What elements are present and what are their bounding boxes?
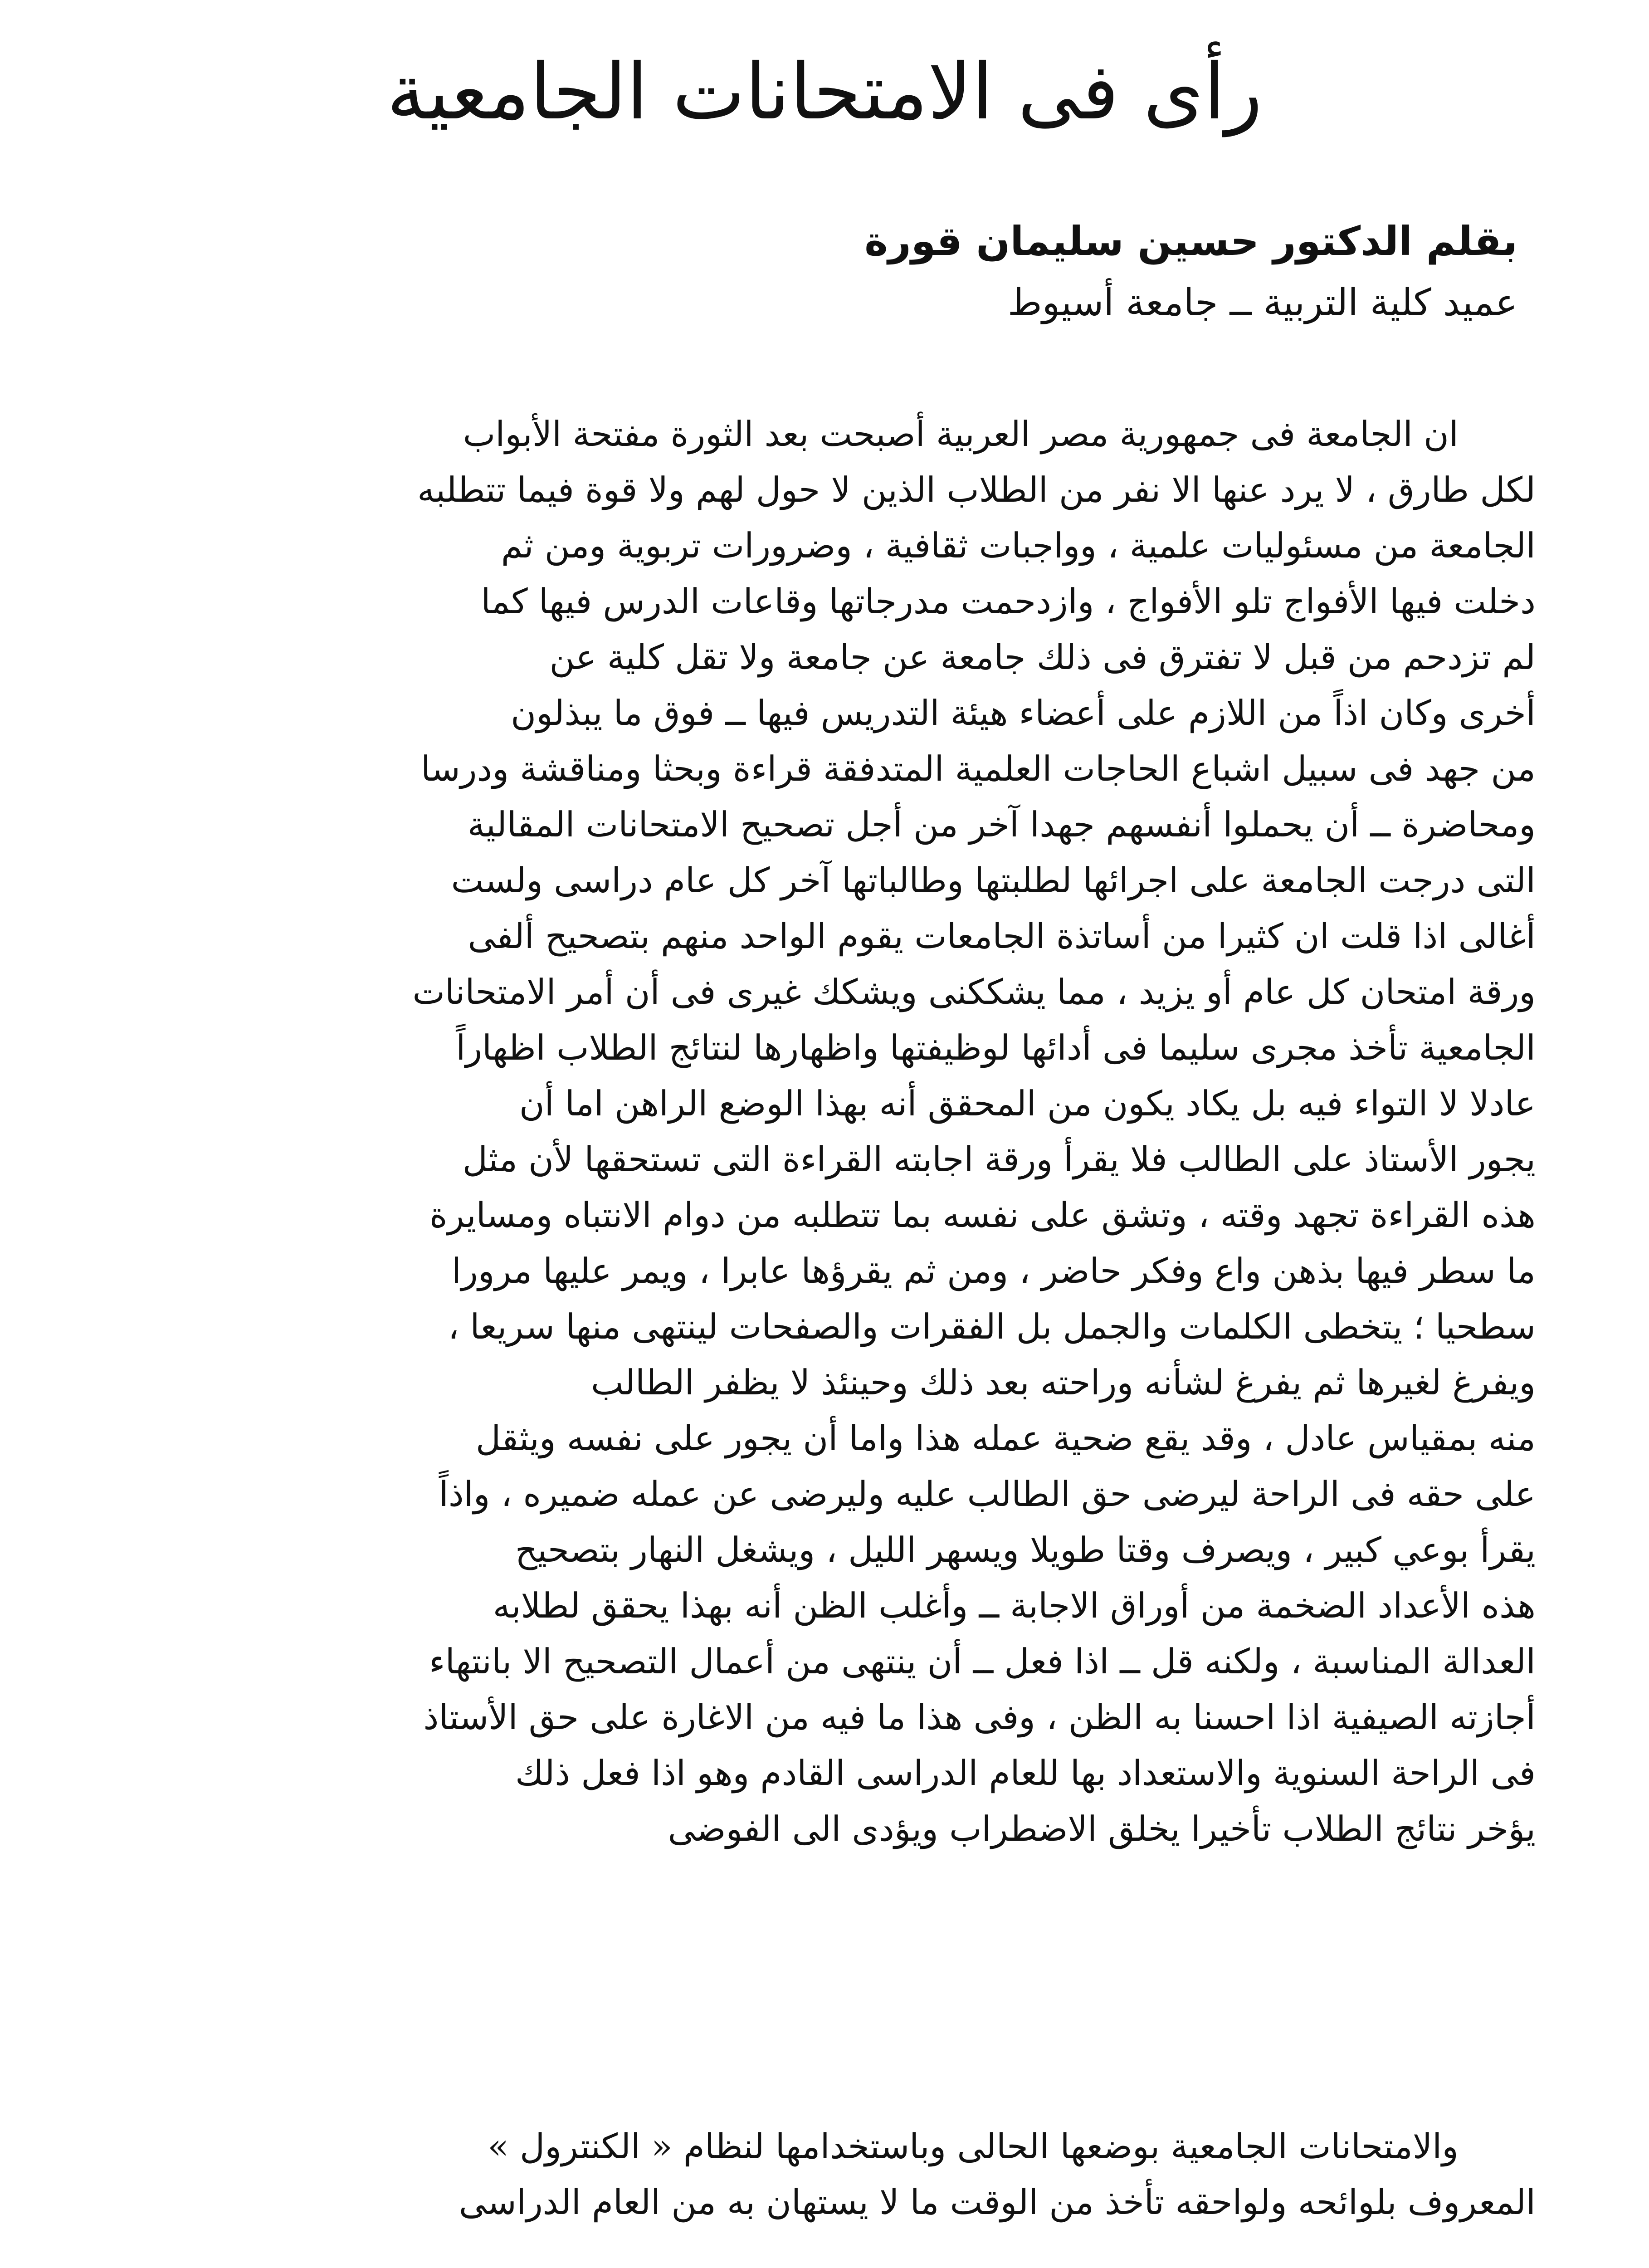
text-line: يؤخر نتائج الطلاب تأخيرا يخلق الاضطراب ويؤدى الى الفوضى — [668, 1809, 1536, 1849]
text-line: ومحاضرة ــ أن يحملوا أنفسهم جهدا آخر من أجل تصحيح الامتحانات المقالية — [467, 804, 1536, 845]
text-line: أجازته الصيفية اذا احسنا به الظن ، وفى هذا ما فيه من الاغارة على حق الأستاذ — [423, 1697, 1536, 1737]
text-line: لكل طارق ، لا يرد عنها الا نفر من الطلاب الذين لا حول لهم ولا قوة فيما تتطلبه — [417, 469, 1536, 510]
text-line: دخلت فيها الأفواج تلو الأفواج ، وازدحمت مدرجاتها وقاعات الدرس فيها كما — [481, 581, 1536, 621]
paragraph-1 — [113, 406, 1536, 1857]
text-line: يقرأ بوعي كبير ، ويصرف وقتا طويلا ويسهر الليل ، ويشغل النهار بتصحيح — [515, 1530, 1536, 1570]
author-byline: بقلم الدكتور حسين سليمان قورة — [864, 218, 1517, 264]
text-line: الجامعة من مسئوليات علمية ، وواجبات ثقافية ، وضرورات تربوية ومن ثم — [501, 525, 1536, 566]
text-line: على حقه فى الراحة ليرضى حق الطالب عليه وليرضى عن عمله ضميره ، واذاً — [439, 1474, 1536, 1514]
text-line: العدالة المناسبة ، ولكنه قل ــ اذا فعل ــ أن ينتهى من أعمال التصحيح الا بانتهاء — [429, 1641, 1536, 1681]
text-line: ما سطر فيها بذهن واع وفكر حاضر ، ومن ثم يقرؤها عابرا ، ويمر عليها مرورا — [451, 1251, 1536, 1291]
text-line: المعروف بلوائحه ولواحقه تأخذ من الوقت ما لا يستهان به من العام الدراسى — [459, 2182, 1536, 2222]
text-line: من جهد فى سبيل اشباع الحاجات العلمية المتدفقة قراءة وبحثا ومناقشة ودرسا — [420, 748, 1536, 789]
text-line: عادلا لا التواء فيه بل يكاد يكون من المحقق أنه بهذا الوضع الراهن اما أن — [519, 1083, 1536, 1124]
article-title: رأى فى الامتحانات الجامعية — [386, 47, 1263, 137]
text-line: هذه القراءة تجهد وقته ، وتشق على نفسه بما تتطلبه من دوام الانتباه ومسايرة — [429, 1195, 1536, 1235]
text-line: هذه الأعداد الضخمة من أوراق الاجابة ــ وأغلب الظن أنه بهذا يحقق لطلابه — [493, 1585, 1536, 1626]
text-line: أخرى وكان اذاً من اللازم على أعضاء هيئة التدريس فيها ــ فوق ما يبذلون — [511, 693, 1536, 733]
paragraph-2 — [113, 2118, 1536, 2230]
text-line: منه بمقياس عادل ، وقد يقع ضحية عمله هذا واما أن يجور على نفسه ويثقل — [475, 1418, 1536, 1458]
text-line: الجامعية تأخذ مجرى سليما فى أدائها لوظيفتها واظهارها لنتائج الطلاب اظهاراً — [456, 1027, 1536, 1068]
text-line: ان الجامعة فى جمهورية مصر العربية أصبحت بعد الثورة مفتحة الأبواب — [463, 414, 1459, 454]
text-line: أغالى اذا قلت ان كثيرا من أساتذة الجامعات يقوم الواحد منهم بتصحيح ألفى — [468, 916, 1536, 956]
author-affiliation: عميد كلية التربية ــ جامعة أسيوط — [1007, 281, 1517, 324]
text-line: التى درجت الجامعة على اجرائها لطلبتها وطالباتها آخر كل عام دراسى ولست — [451, 860, 1536, 900]
text-line: فى الراحة السنوية والاستعداد بها للعام الدراسى القادم وهو اذا فعل ذلك — [515, 1753, 1536, 1793]
text-line: لم تزدحم من قبل لا تفترق فى ذلك جامعة عن جامعة ولا تقل كلية عن — [549, 637, 1536, 677]
text-line: ورقة امتحان كل عام أو يزيد ، مما يشككنى ويشكك غيرى فى أن أمر الامتحانات — [412, 972, 1536, 1012]
text-line: يجور الأستاذ على الطالب فلا يقرأ ورقة اجابته القراءة التى تستحقها لأن مثل — [462, 1139, 1536, 1179]
text-line: والامتحانات الجامعية بوضعها الحالى وباستخدامها لنظام « الكنترول » — [488, 2126, 1459, 2166]
text-line: سطحيا ؛ يتخطى الكلمات والجمل بل الفقرات والصفحات لينتهى منها سريعا ، — [448, 1306, 1536, 1347]
text-line: ويفرغ لغيرها ثم يفرغ لشأنه وراحته بعد ذلك وحينئذ لا يظفر الطالب — [591, 1362, 1536, 1403]
